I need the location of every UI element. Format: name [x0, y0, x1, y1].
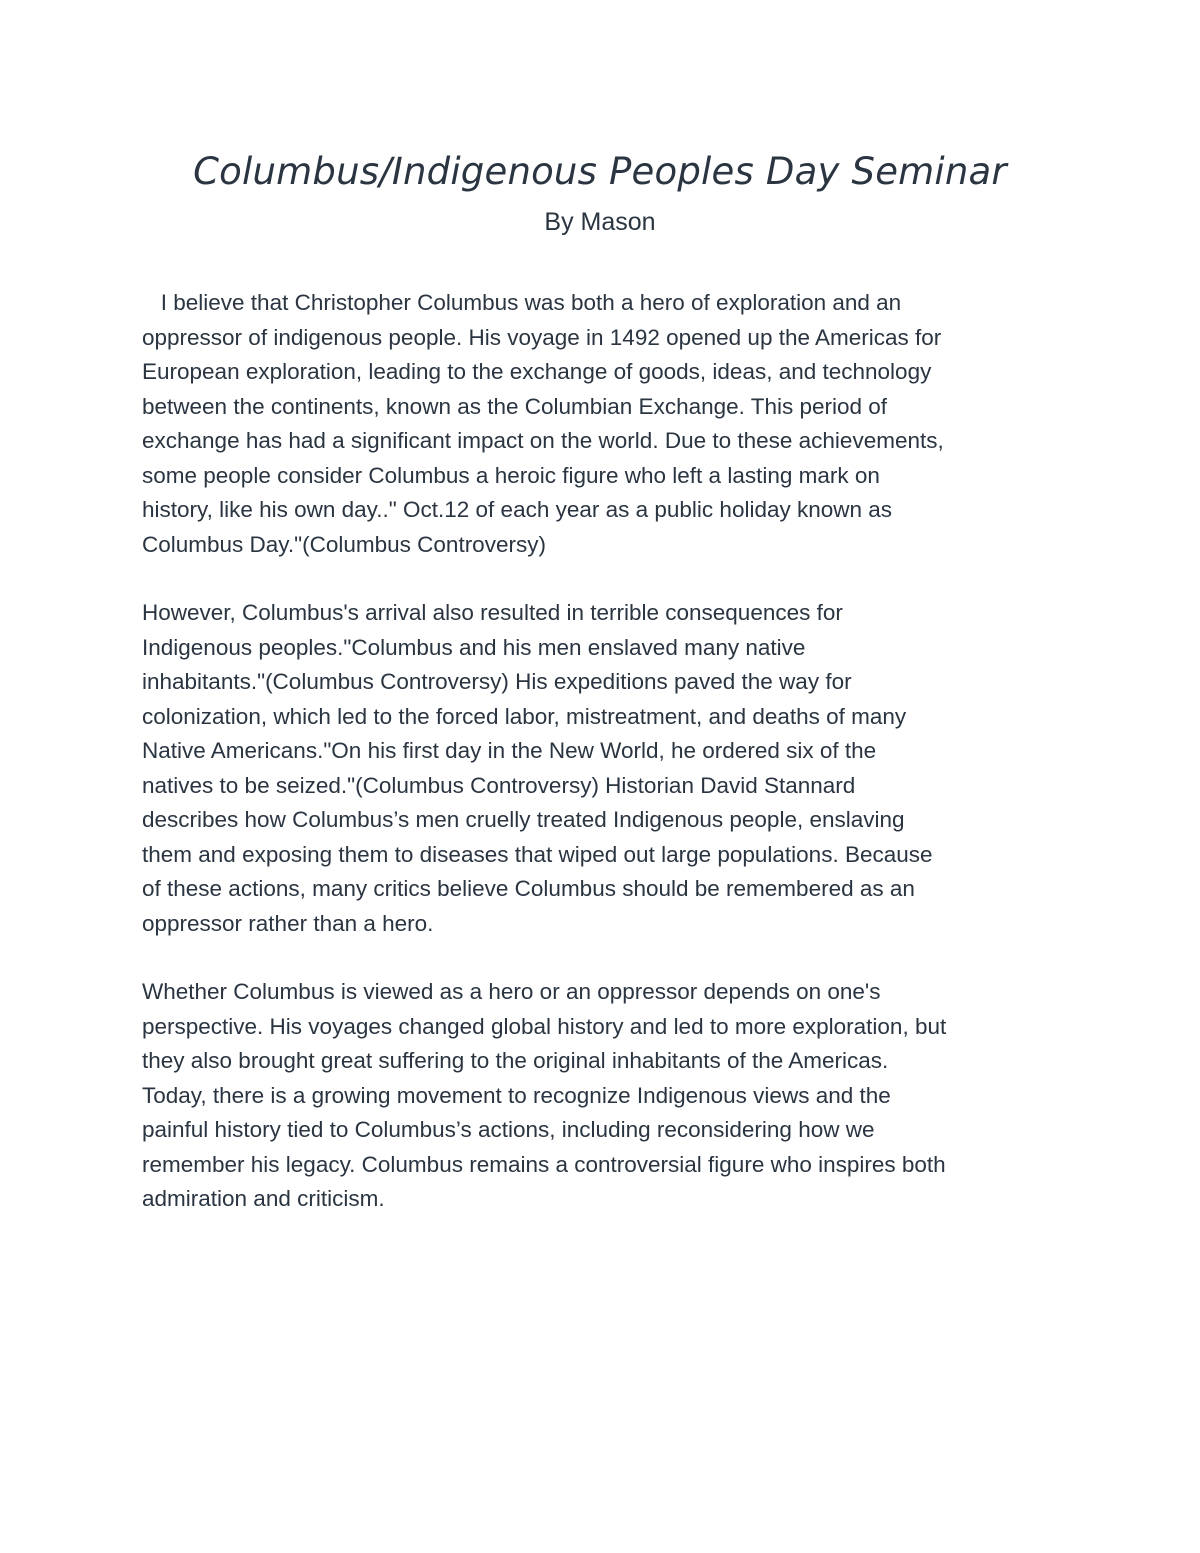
paragraph-line: painful history tied to Columbus’s actions, including reconsidering how we — [142, 1117, 875, 1142]
paragraph-line: admiration and criticism. — [142, 1186, 385, 1211]
paragraph-line: However, Columbus's arrival also resulted in terrible consequences for — [142, 600, 843, 625]
paragraph-line: Whether Columbus is viewed as a hero or an oppressor depends on one's — [142, 979, 881, 1004]
author-byline: By Mason — [544, 208, 656, 236]
document-title: Columbus/Indigenous Peoples Day Seminar — [193, 150, 1007, 193]
paragraph-line: perspective. His voyages changed global history and led to more exploration, but — [142, 1013, 947, 1039]
paragraph-line: oppressor of indigenous people. His voyage in 1492 opened up the Americas for — [142, 324, 942, 350]
paragraph-1 — [142, 286, 1062, 562]
paragraph-line: Indigenous peoples."Columbus and his men enslaved many native — [142, 634, 806, 660]
paragraph-line: between the continents, known as the Columbian Exchange. This period of — [142, 393, 888, 419]
paragraph-line: they also brought great suffering to the original inhabitants of the Americas. — [142, 1048, 889, 1073]
document-body — [142, 286, 1062, 1251]
paragraph-line: Today, there is a growing movement to recognize Indigenous views and the — [142, 1082, 891, 1108]
paragraph-line: Native Americans."On his first day in the New World, he ordered six of the — [142, 738, 877, 763]
paragraph-line: history, like his own day.." Oct.12 of each year as a public holiday known as — [142, 497, 893, 522]
paragraph-3 — [142, 975, 1062, 1217]
paragraph-line: of these actions, many critics believe Columbus should be remembered as an — [142, 876, 915, 901]
paragraph-line: I believe that Christopher Columbus was both a hero of exploration and an — [142, 290, 902, 315]
paragraph-line: remember his legacy. Columbus remains a controversial figure who inspires both — [142, 1151, 946, 1177]
paragraph-line: European exploration, leading to the exchange of goods, ideas, and technology — [142, 359, 932, 384]
paragraph-line: inhabitants."(Columbus Controversy) His expeditions paved the way for — [142, 669, 852, 694]
paragraph-line: them and exposing them to diseases that wiped out large populations. Because — [142, 841, 933, 867]
paragraph-line: oppressor rather than a hero. — [142, 910, 434, 936]
paragraph-line: colonization, which led to the forced labor, mistreatment, and deaths of many — [142, 703, 907, 729]
paragraph-line: some people consider Columbus a heroic figure who left a lasting mark on — [142, 462, 880, 488]
paragraph-line: Columbus Day."(Columbus Controversy) — [142, 531, 546, 557]
paragraph-line: natives to be seized."(Columbus Controversy) Historian David Stannard — [142, 772, 856, 798]
paragraph-2 — [142, 596, 1062, 941]
paragraph-line: describes how Columbus’s men cruelly treated Indigenous people, enslaving — [142, 807, 905, 832]
paragraph-line: exchange has had a significant impact on the world. Due to these achievements, — [142, 428, 944, 453]
